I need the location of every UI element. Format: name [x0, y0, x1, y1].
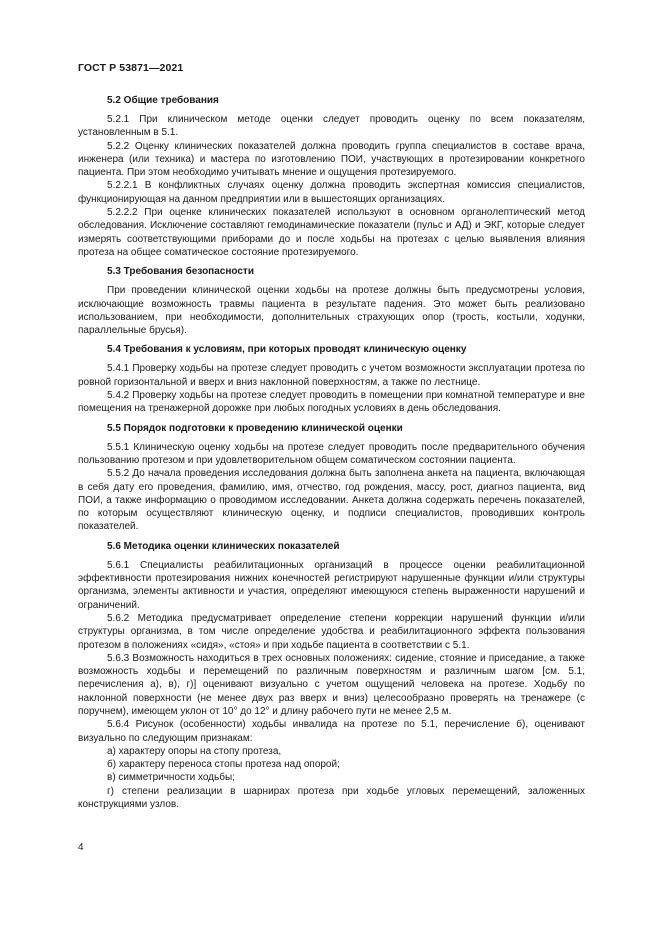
section-title: 5.6 Методика оценки клинических показателей: [107, 540, 340, 552]
list-item: б) характеру переноса стопы протеза над опорой;: [107, 759, 340, 771]
paragraph: 5.4.1 Проверку ходьбы на протезе следует проводить с учетом возможности эксплуатации протеза по ровной горизонтальной и вверх и вниз наклонной поверхностям, а также по лестнице.: [78, 363, 585, 388]
paragraph: При проведении клинической оценки ходьбы на протезе должны быть предусмотрены условия, исключающие возможность травмы пациента в результате падения. Это может быть реализовано использованием, при необходимости, дополнительных страхующих опор (трость, костыли, ходунки, параллельные брусья).: [78, 285, 585, 337]
list-item: в) симметричности ходьбы;: [107, 772, 235, 784]
paragraph: 5.5.1 Клиническую оценку ходьбы на протезе следует проводить после предварительного обучения пользованию протезом и при удовлетворительном общем соматическом состоянии пациента.: [78, 441, 585, 466]
section-title: 5.4 Требования к условиям, при которых проводят клиническую оценку: [107, 344, 467, 356]
paragraph: 5.2.2.2 При оценке клинических показателей используют в основном органолептический метод обследования. Исключение составляют гемодинамические показатели (пульс и АД) и ЭКГ, которые следует измерять соответствующими приборами до и после ходьбы на протезах с целью выявления влияния протеза на общее соматическое состояние протезируемого.: [78, 207, 585, 258]
paragraph: 5.6.3 Возможность находиться в трех основных положениях: сидение, стояние и приседание, а также возможность ходьбы и перемещений по различным поверхностям и различным шагом [см. 5.1, перечисления а), в), г)] оценивают визуально с учетом ощущений человека на протезе. Ходьбу по наклонной поверхности (не менее двух раз вверх и вниз) целесообразно проверять на тренажере (с поручнем), имеющем уклон от 10° до 12° и длину рабочего пути не менее 2,5 м.: [78, 652, 585, 717]
paragraph: 5.6.2 Методика предусматривает определение степени коррекции нарушений функции и/или структуры организма, в том числе определение удобства и реабилитационного эффекта пользования протезом в положениях «сидя», «стоя» и при ходьбе пациента в соответствии с 5.1.: [78, 612, 585, 651]
list-item-final: г) степени реализации в шарнирах протеза при ходьбе угловых перемещений, заложенных конструкциями узлов.: [78, 785, 585, 811]
document-header: ГОСТ Р 53871—2021: [78, 62, 184, 74]
section-5-5: [78, 422, 585, 534]
document-body: [78, 94, 585, 817]
paragraph: 5.5.2 До начала проведения исследования должна быть заполнена анкета на пациента, включающая в себя дату его проведения, фамилию, имя, отчество, год рождения, массу, рост, диагноз пациента, вид ПОИ, а также информацию о проводимом исследовании. Анкета должна содержать перечень показателей, по которым осуществляют клиническую оценку, и подписи специалистов, проводивших контроль показателей.: [78, 468, 585, 533]
section-5-2: [78, 94, 585, 259]
paragraph: 5.2.1 При клиническом методе оценки следует проводить оценку по всем показателям, установленным в 5.1.: [78, 114, 585, 139]
section-5-4: [78, 343, 585, 415]
paragraph: 5.2.2 Оценку клинических показателей должна проводить группа специалистов в составе врача, инженера (или техника) и мастера по изготовлению ПОИ, участвующих в протезировании конкретного пациента. При этом необходимо учитывать мнение и ощущения протезируемого.: [78, 140, 585, 179]
section-5-3: [78, 265, 585, 337]
list-item: а) характеру опоры на стопу протеза,: [107, 745, 282, 757]
section-5-6: [78, 540, 585, 812]
section-title: 5.3 Требования безопасности: [107, 266, 254, 278]
page-number: 4: [78, 842, 84, 853]
section-title: 5.5 Порядок подготовки к проведению клинической оценки: [107, 422, 403, 434]
paragraph: 5.4.2 Проверку ходьбы на протезе следует проводить в помещении при комнатной температуре и вне помещения на тренажерной дорожке при любых погодных условиях в день обследования.: [78, 390, 585, 415]
section-title: 5.2 Общие требования: [107, 95, 219, 106]
paragraph: 5.6.1 Специалисты реабилитационных организаций в процессе оценки реабилитационной эффективности протезирования нижних конечностей регистрируют нарушенные функции и/или структуры организма, элементы активности и участия, определяют имеющуюся степень выраженности нарушений и ограничений.: [78, 559, 585, 611]
paragraph: 5.2.2.1 В конфликтных случаях оценку должна проводить экспертная комиссия специалистов, функционирующая на данном предприятии или в вышестоящих организациях.: [78, 180, 585, 205]
paragraph: 5.6.4 Рисунок (особенности) ходьбы инвалида на протезе по 5.1, перечисление б), оценивают визуально по следующим признакам:: [78, 719, 585, 744]
